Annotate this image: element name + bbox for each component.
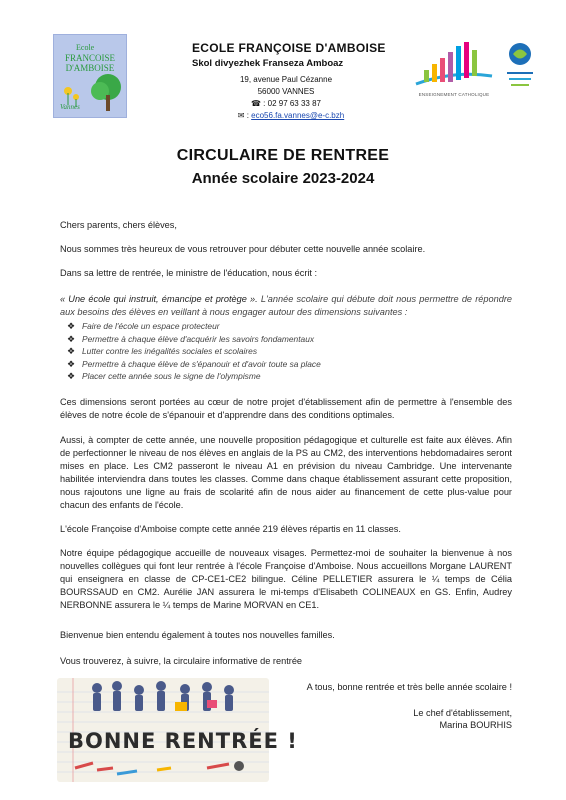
paragraph-welcome: Nous sommes très heureux de vous retrouver pour débuter cette nouvelle année scolaire. [60,244,426,254]
closing-wish: A tous, bonne rentrée et très belle année scolaire ! [306,682,512,692]
paragraph-families: Bienvenue bien entendu également à toutes nos nouvelles familles. [60,630,335,640]
document-subtitle: Année scolaire 2023-2024 [191,170,375,187]
list-item-text: Placer cette année sous le signe de l'olympisme [82,371,261,382]
list-item [67,320,507,333]
list-item [67,370,507,383]
logo-line-ecole: Ecole [76,43,95,52]
diocese-logo [503,40,537,100]
list-item-text: Permettre à chaque élève d'acquérir les savoirs fondamentaux [82,333,315,344]
enseignement-catholique-logo-art [414,40,494,92]
greeting: Chers parents, chers élèves, [60,220,177,230]
bullet-list [67,320,507,383]
signature-title: Le chef d'établissement, [413,708,512,718]
school-name: ECOLE FRANÇOISE D'AMBOISE [192,41,386,55]
paragraph-students: L'école Françoise d'Amboise compte cette année 219 élèves répartis en 11 classes. [60,524,401,534]
list-item-text: Lutter contre les inégalités sociales et scolaires [82,346,258,357]
list-item-text: Permettre à chaque élève de s'épanouir et d'avoir toute sa place [82,358,321,369]
phone-number: ☎ : 02 97 63 33 87 [250,99,321,108]
diocese-logo-art [503,40,537,100]
enseignement-catholique-text: ENSEIGNEMENT CATHOLIQUE [418,92,490,97]
diamond-bullet-icon: ❖ [67,333,76,344]
quote-rest: L'année scolaire qui débute doit nous permettre de répondre aux besoins des élèves en veillant à nous engager autour des dimensions suivantes : [60,294,513,317]
diamond-bullet-icon: ❖ [67,346,76,357]
logo-line-vannes: Vannes [60,103,80,111]
email-link[interactable]: eco56.fa.vannes@e-c.bzh [251,111,345,120]
address-street: 19, avenue Paul Cézanne [239,75,333,84]
paragraph-project: Ces dimensions seront portées au cœur de notre projet d'établissement afin de permettre à l'ensemble des élèves de notre école de s'épanouir et d'apprendre dans des conditions optimales. [60,397,512,420]
logo-line-francoise: FRANCOISE [64,53,115,63]
enseignement-catholique-logo [414,40,494,100]
mail-icon: ✉ : [237,111,252,120]
list-item [67,345,507,358]
diamond-bullet-icon: ❖ [67,371,76,382]
list-item [67,333,507,346]
email-line [226,111,356,120]
paragraph-team: Notre équipe pédagogique accueille de nouveaux visages. Permettez-moi de souhaiter la bienvenue à nos nouvelles collègues qui font leur rentrée à l'école Françoise d'Amboise. Nous accueillons Morgane LAURENT qui enseignera en classe de CP-CE1-CE2 bilingue. Céline PELLETIER assurera le ¼ temps de Célia BOURSSAUD en CM2. Aurélie JAN assurera le mi-temps d'Elisabeth COLINEAUX en GS. Enfin, Audrey NERBONNE assurera le ¼ temps de Marine MORVAN en CE1. [60,548,512,610]
list-item-text: Faire de l'école un espace protecteur [82,321,220,331]
paragraph-minister: Dans sa lettre de rentrée, le ministre de l'éducation, nous écrit : [60,268,318,278]
paragraph-english: Aussi, à compter de cette année, une nouvelle proposition pédagogique et culturelle est faite aux élèves. Afin de perfectionner le niveau de nos élèves en anglais de la PS au CM2, des interventions hebdomadaires seront mises en place. Les CM2 passeront le niveau A1 en prévision du niveau Cambridge. Une intervenante habilitée interviendra dans toutes les classes. Comme dans chaque établissement assurant cette proposition, nous rajoutons une ligne au frais de scolarité afin de nous aider au financement de cette plus-value pour chacun des enfants de l'école. [60,435,512,510]
bonne-rentree-text: BONNE RENTRÉE ! [68,729,298,753]
document-title: CIRCULAIRE DE RENTREE [176,147,390,164]
paragraph-quote [60,293,512,319]
logo-line-damboise: D'AMBOISE [65,63,115,73]
signature-name: Marina BOURHIS [439,720,512,730]
school-logo [53,34,127,118]
address-city: 56000 VANNES [257,87,315,96]
quote-lead: « Une école qui instruit, émancipe et protège ». [60,294,258,304]
school-name-breton: Skol divyezhek Franseza Amboaz [192,58,344,69]
diamond-bullet-icon: ❖ [67,358,76,369]
list-item [67,358,507,371]
diamond-bullet-icon: ❖ [67,321,76,331]
paragraph-circular: Vous trouverez, à suivre, la circulaire informative de rentrée [60,656,303,666]
logo-line-name [58,53,122,73]
